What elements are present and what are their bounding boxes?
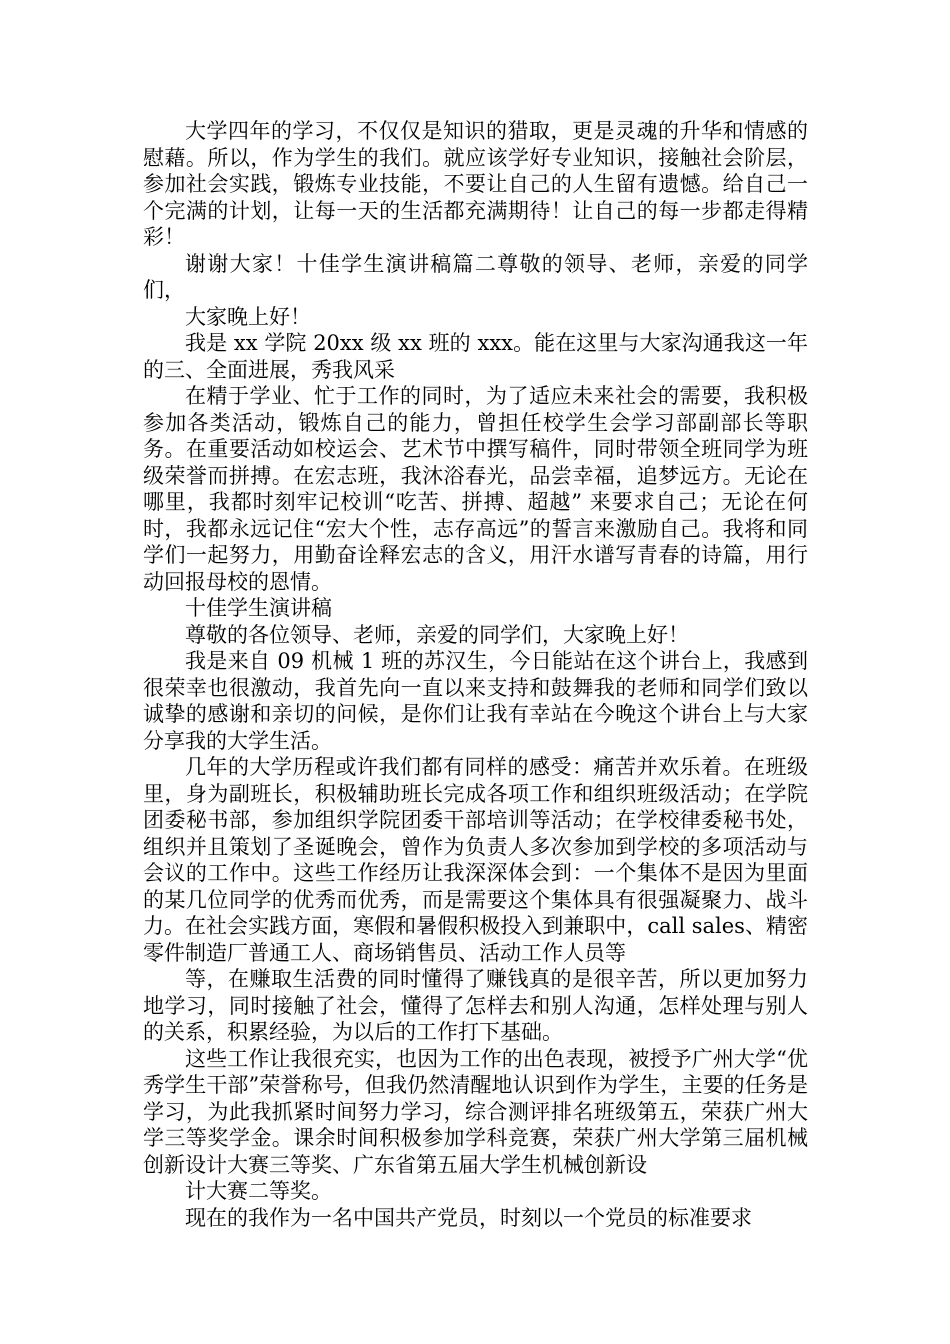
paragraph: 在精于学业、忙于工作的同时，为了适应未来社会的需要，我积极参加各类活动，锻炼自己的能力，曾担任校学生会学习部副部长等职务。在重要活动如校运会、艺术节中撰写稿件，同时带领全班同学为班级荣誉而拼搏。在宏志班，我沐浴春光，品尝幸福，追梦远方。无论在哪里，我都时刻牢记校训“吃苦、拼搏、超越” 来要求自己；无论在何时，我都永远记住“宏大个性，志存高远”的誓言来激励自己。我将和同学们一起努力，用勤奋诠释宏志的含义，用汗水谱写青春的诗篇，用行动回报母校的恩情。 [143,384,808,594]
paragraph: 几年的大学历程或许我们都有同样的感受：痛苦并欢乐着。在班级里，身为副班长，积极辅助班长完成各项工作和组织班级活动；在学院团委秘书部，参加组织学院团委干部培训等活动；在学校律委秘书处，组织并且策划了圣诞晚会，曾作为负责人多次参加到学校的多项活动与会议的工作中。这些工作经历让我深深体会到：一个集体不是因为里面的某几位同学的优秀而优秀，而是需要这个集体具有很强凝聚力、战斗力。在社会实践方面，寒假和暑假积极投入到兼职中，call sales、精密零件制造厂普通工人、商场销售员、活动工作人员等 [143,755,808,965]
paragraph: 尊敬的各位领导、老师，亲爱的同学们，大家晚上好！ [185,622,689,647]
paragraph: 我是 xx 学院 20xx 级 xx 班的 xxx。能在这里与大家沟通我这一年的三、全面进展，秀我风采 [143,331,808,382]
document-body [143,118,808,1231]
section-heading: 十佳学生演讲稿 [185,596,332,620]
paragraph: 我是来自 09 机械 1 班的苏汉生，今日能站在这个讲台上，我感到很荣幸也很激动，我首先向一直以来支持和鼓舞我的老师和同学们致以诚挚的感谢和亲切的问候，是你们让我有幸站在今晚这个讲台上与大家分享我的大学生活。 [143,649,808,753]
paragraph: 大家晚上好！ [185,304,311,329]
paragraph: 现在的我作为一名中国共产党员，时刻以一个党员的标准要求 [185,1205,752,1230]
paragraph: 计大赛二等奖。 [185,1179,332,1203]
paragraph: 等，在赚取生活费的同时懂得了赚钱真的是很辛苦，所以更加努力地学习，同时接触了社会，懂得了怎样去和别人沟通，怎样处理与别人的关系，积累经验，为以后的工作打下基础。 [143,967,808,1044]
paragraph: 谢谢大家！十佳学生演讲稿篇二尊敬的领导、老师，亲爱的同学们， [143,251,808,302]
paragraph: 大学四年的学习，不仅仅是知识的猎取，更是灵魂的升华和情感的慰藉。所以，作为学生的我们。就应该学好专业知识，接触社会阶层，参加社会实践，锻炼专业技能，不要让自己的人生留有遗憾。给自己一个完满的计划，让每一天的生活都充满期待！让自己的每一步都走得精彩！ [143,119,808,249]
paragraph: 这些工作让我很充实，也因为工作的出色表现，被授予广州大学“优秀学生干部”荣誉称号，但我仍然清醒地认识到作为学生，主要的任务是学习，为此我抓紧时间努力学习，综合测评排名班级第五，荣获广州大学三等奖学金。课余时间积极参加学科竞赛，荣获广州大学第三届机械创新设计大赛三等奖、广东省第五届大学生机械创新设 [143,1046,808,1177]
